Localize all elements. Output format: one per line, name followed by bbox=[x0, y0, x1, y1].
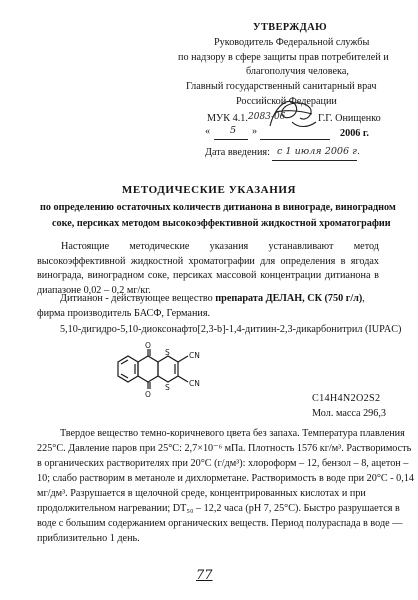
quinone-ring bbox=[138, 356, 158, 382]
cn-top-label: CN bbox=[189, 351, 200, 360]
oxygen-bottom-label: O bbox=[145, 390, 151, 399]
mk-code: МУК 4.1. bbox=[207, 113, 248, 124]
intro-date-value: с 1 июля 2006 г. bbox=[277, 146, 361, 157]
approval-line-4: Главный государственный санитарный врач bbox=[186, 81, 377, 92]
approval-line-1: Руководитель Федеральной службы bbox=[214, 37, 370, 48]
molar-mass: Мол. масса 296,3 bbox=[312, 408, 386, 419]
date-close-quote: » bbox=[252, 126, 258, 137]
dithianon-structure bbox=[108, 340, 228, 404]
props-line-8: приблизительно 1 день. bbox=[37, 533, 140, 544]
signer-name: Г.Г. Онищенко bbox=[318, 113, 381, 124]
subtitle-line-2: соке, персиках методом высокоэффективной жидкостной хроматографии bbox=[52, 218, 391, 229]
props-line-5: мг/дм³. Разрушается в щелочной среде, концентрированных кислотах и при bbox=[37, 488, 366, 499]
intro-paragraph: Настоящие методические указания устанавливают метод высокоэффективной жидкостной хроматографии для определения в ягодах винограда, виноградном соке, персиках массовой концентрации дитианона в диапазоне 0,02 – 0,2 мг/кг. bbox=[37, 241, 379, 296]
document-heading: МЕТОДИЧЕСКИЕ УКАЗАНИЯ bbox=[121, 184, 297, 196]
active-line-1-bold: препарата ДЕЛАН, СК (750 г/л) bbox=[215, 293, 363, 304]
date-day-underline bbox=[214, 139, 248, 140]
sulfur-bottom-label: S bbox=[165, 383, 170, 392]
date-day: 5 bbox=[230, 125, 237, 136]
subtitle-line-1: по определению остаточных количеств дитианона в винограде, виноградном bbox=[40, 202, 396, 213]
approval-title: УТВЕРЖДАЮ bbox=[253, 22, 328, 33]
intro-date-label: Дата введения: bbox=[205, 147, 270, 158]
mk-handwritten: 2083-06 bbox=[248, 112, 286, 122]
active-line-1-normal: Дитианон - действующее вещество bbox=[60, 293, 213, 304]
date-open-quote: « bbox=[205, 126, 211, 137]
sulfur-top-label: S bbox=[165, 348, 170, 357]
oxygen-top-label: O bbox=[145, 341, 151, 350]
cn-bottom-label: CN bbox=[189, 379, 200, 388]
approval-line-3: благополучия человека, bbox=[246, 66, 349, 77]
date-year: 2006 г. bbox=[340, 128, 369, 139]
props-line-3: в органических растворителях при 20°С (г/дм³): хлороформ – 12, бензол – 8, ацетон – bbox=[37, 458, 409, 469]
props-line-7: воде с большим содержанием органических веществ. Период полураспада в воде — bbox=[37, 518, 403, 529]
props-line-6: продолжительном нагревании; DT₅₀ – 12,2 часа (pH 7, 25°С). Быстро разрушается в bbox=[37, 503, 400, 514]
props-line-4: 10; слабо растворим в метаноле и дихлорметане. Растворимость в воде при 20°С - 0,14 bbox=[37, 473, 415, 484]
active-line-2: фирма производитель БАСФ, Германия. bbox=[37, 308, 211, 319]
intro-date-underline bbox=[272, 160, 357, 161]
date-month-underline bbox=[260, 139, 330, 140]
props-line-1: Твердое вещество темно-коричневого цвета без запаха. Температура плавления bbox=[60, 428, 405, 439]
approval-line-5: Российской Федерации bbox=[236, 96, 337, 107]
iupac-name: 5,10-дигидро-5,10-диоксонафто[2,3-b]-1,4-дитиин-2,3-дикарбонитрил (IUPAC) bbox=[60, 324, 402, 335]
props-line-2: 225°С. Давление паров при 25°С: 2,7×10⁻⁶ мПа. Плотность 1576 кг/м³. Растворимость bbox=[37, 443, 412, 454]
active-line-1: Дитианон - действующее вещество препарата ДЕЛАН, СК (750 г/л), bbox=[60, 293, 365, 304]
approval-line-2: по надзору в сфере защиты прав потребителей и bbox=[178, 52, 389, 63]
page-number: 77 bbox=[196, 568, 213, 583]
molecular-formula: C14H4N2O2S2 bbox=[312, 393, 381, 404]
